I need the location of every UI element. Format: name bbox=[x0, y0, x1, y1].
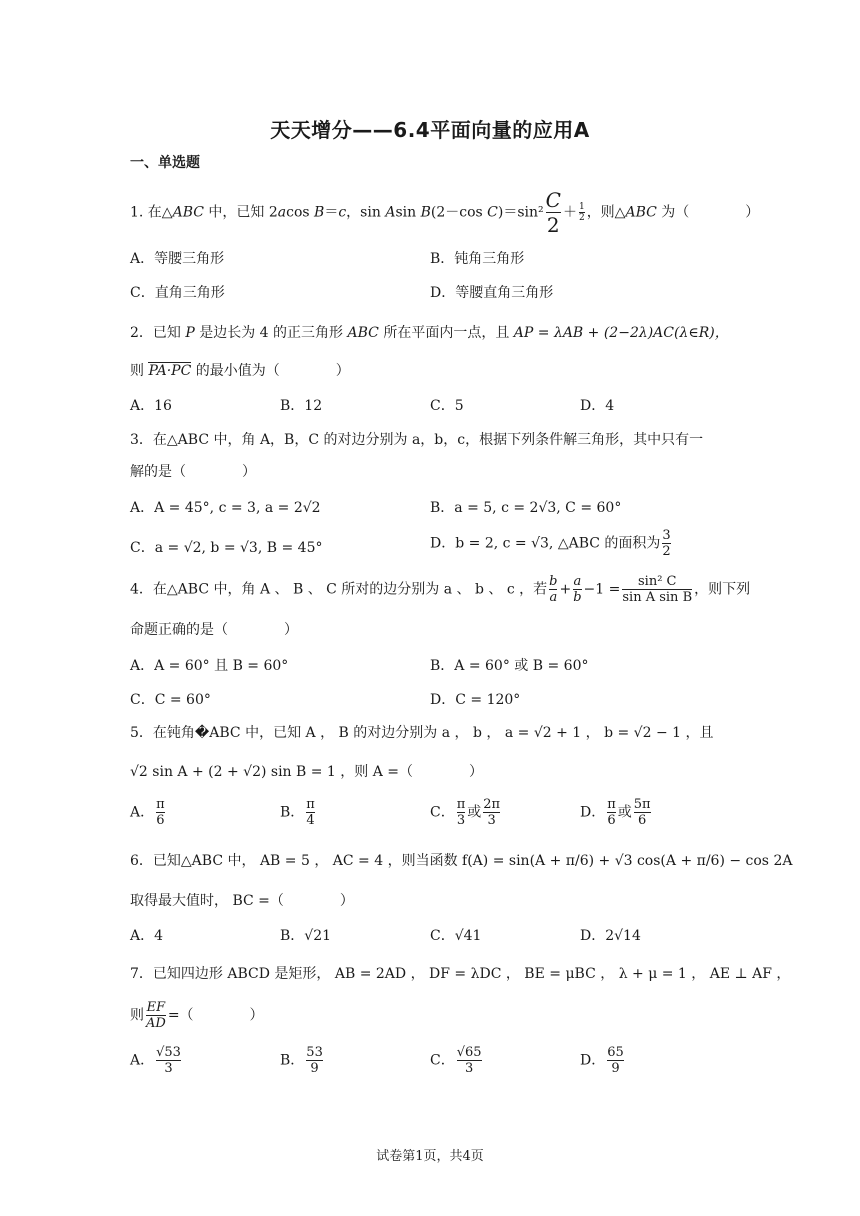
q4-text: 4．在△ABC 中，角 A 、 B 、 C 所对的边分别为 a 、 b 、 c ，若 bbox=[130, 581, 548, 598]
q4-option-c: C．C = 60° bbox=[130, 692, 211, 708]
fraction-numerator: π bbox=[456, 797, 466, 812]
q4-text: −1 = bbox=[583, 581, 621, 598]
fraction-denominator: 3 bbox=[483, 812, 500, 828]
q1-text: 为（ ） bbox=[656, 204, 760, 221]
q4-fraction-a-over-b bbox=[573, 574, 581, 605]
q5-option-b bbox=[280, 797, 317, 828]
q1-text: c bbox=[338, 204, 347, 221]
fraction-numerator: C bbox=[545, 188, 561, 212]
q7-option-a-fraction bbox=[156, 1045, 181, 1076]
q5-option-a-fraction bbox=[156, 797, 165, 828]
fraction-numerator: π bbox=[156, 797, 165, 812]
q1-text: cos bbox=[286, 204, 315, 221]
question-3-line-2: 解的是（ ） bbox=[130, 464, 256, 480]
q1-text: a bbox=[277, 204, 287, 221]
q2-option-a: A．16 bbox=[130, 398, 172, 414]
page-footer: 试卷第1页，共4页 bbox=[376, 1149, 484, 1164]
fraction-denominator: 3 bbox=[456, 813, 466, 828]
q5-option-b-fraction bbox=[306, 797, 315, 828]
q4-fraction-sin bbox=[622, 574, 692, 605]
q6-option-d: D．2√14 bbox=[580, 928, 641, 944]
fraction-numerator: 5π bbox=[633, 797, 651, 812]
fraction-numerator: EF bbox=[146, 1000, 166, 1015]
q7-option-b bbox=[280, 1045, 325, 1076]
q1-text: B bbox=[420, 204, 431, 221]
q2-text: ABC bbox=[347, 325, 379, 341]
fraction-numerator: π bbox=[607, 797, 616, 812]
fraction-denominator: 3 bbox=[156, 1060, 181, 1076]
q7-text: 则 bbox=[130, 1007, 144, 1024]
fraction-denominator: 2 bbox=[578, 213, 585, 223]
question-4-line-2: 命题正确的是（ ） bbox=[130, 622, 298, 638]
q6-option-b: B．√21 bbox=[280, 928, 332, 944]
q4-text: ，则下列 bbox=[694, 581, 751, 598]
q4-option-a: A．A = 60° 且 B = 60° bbox=[130, 658, 289, 674]
q3-option-d-fraction bbox=[662, 528, 670, 559]
q3-option-d bbox=[430, 528, 673, 559]
fraction-numerator: 2π bbox=[483, 797, 501, 812]
question-7-line-2 bbox=[130, 1000, 264, 1031]
q4-text: + bbox=[559, 581, 572, 598]
q6-option-a: A．4 bbox=[130, 928, 164, 944]
q1-text: ，则△ bbox=[586, 204, 626, 221]
q5-option-d-fraction-1 bbox=[607, 797, 616, 828]
fraction-denominator: a bbox=[549, 590, 558, 605]
question-5-line-2: √2 sin A + (2 + √2) sin B = 1 ，则 A =（ ） bbox=[130, 764, 484, 780]
q5-option-c bbox=[430, 797, 502, 828]
q2-vector-expression: AP = λAB + (2−2λ)AC(λ∈R)， bbox=[513, 325, 729, 341]
q1-text: ABC bbox=[625, 204, 657, 221]
fraction-denominator: AD bbox=[146, 1016, 166, 1031]
fraction-numerator: 65 bbox=[607, 1045, 624, 1060]
q4-option-d: D．C = 120° bbox=[430, 692, 521, 708]
q1-fraction bbox=[546, 188, 561, 237]
q1-text: 中，已知 2 bbox=[203, 204, 278, 221]
q2-dot-product: PA·PC bbox=[148, 363, 192, 379]
fraction-denominator: 2 bbox=[662, 544, 671, 559]
fraction-denominator: 6 bbox=[634, 812, 651, 828]
question-5-line-1: 5．在钝角�ABC 中，已知 A ， B 的对边分别为 a ， b ， a = √2 + 1 ， b = √2 − 1 ，且 bbox=[130, 725, 714, 741]
q5-or-text: 或 bbox=[467, 804, 482, 821]
fraction-denominator: b bbox=[573, 590, 582, 605]
q5-option-c-fraction-2 bbox=[483, 797, 500, 828]
q1-text: 1. 在△ bbox=[130, 204, 173, 221]
q1-text: )＝sin² bbox=[497, 204, 544, 221]
q1-option-d: D．等腰直角三角形 bbox=[430, 285, 554, 301]
fraction-denominator: 6 bbox=[156, 813, 165, 828]
section-heading: 一、单选题 bbox=[130, 155, 200, 171]
q1-option-c: C．直角三角形 bbox=[130, 285, 225, 301]
option-label: B． bbox=[280, 1052, 305, 1069]
q2-text: P bbox=[185, 325, 195, 341]
q4-fraction-b-over-a bbox=[549, 574, 557, 605]
fraction-denominator: 3 bbox=[457, 1060, 482, 1076]
option-label: D． bbox=[580, 804, 606, 821]
q1-option-a: A．等腰三角形 bbox=[130, 251, 225, 267]
q1-text: ，sin bbox=[346, 204, 386, 221]
q5-or-text: 或 bbox=[617, 804, 632, 821]
q7-fraction-ef-over-ad bbox=[146, 1000, 166, 1031]
q2-option-d: D．4 bbox=[580, 398, 615, 414]
fraction-denominator: 4 bbox=[306, 813, 315, 828]
fraction-numerator: √65 bbox=[456, 1045, 482, 1060]
question-1 bbox=[130, 188, 759, 237]
q3-option-b: B．a = 5, c = 2√3, C = 60° bbox=[430, 500, 622, 516]
q7-option-a bbox=[130, 1045, 183, 1076]
fraction-denominator: 9 bbox=[607, 1060, 624, 1076]
q2-text: 所在平面内一点，且 bbox=[378, 325, 514, 341]
q1-text: (2－cos bbox=[430, 204, 488, 221]
q7-option-d-fraction bbox=[607, 1045, 624, 1076]
q5-option-d bbox=[580, 797, 653, 828]
option-label: C． bbox=[430, 804, 455, 821]
fraction-numerator: b bbox=[549, 574, 558, 589]
q1-text: ABC bbox=[172, 204, 204, 221]
question-4-line-1 bbox=[130, 574, 750, 605]
fraction-numerator: √53 bbox=[156, 1045, 181, 1060]
q4-option-b: B．A = 60° 或 B = 60° bbox=[430, 658, 589, 674]
option-label: D． bbox=[580, 1052, 606, 1069]
q2-text: 2．已知 bbox=[130, 325, 186, 341]
q7-option-c-fraction bbox=[457, 1045, 482, 1076]
q3-option-d-text: D．b = 2, c = √3, △ABC 的面积为 bbox=[430, 535, 661, 552]
option-label: B． bbox=[280, 804, 305, 821]
q6-option-c: C．√41 bbox=[430, 928, 482, 944]
q1-text: ＋ bbox=[562, 204, 577, 221]
fraction-denominator: 9 bbox=[306, 1060, 323, 1076]
option-label: C． bbox=[430, 1052, 455, 1069]
q3-option-a: A．A = 45°, c = 3, a = 2√2 bbox=[130, 500, 321, 516]
fraction-numerator: 53 bbox=[306, 1045, 323, 1060]
question-6-line-2: 取得最大值时， BC =（ ） bbox=[130, 893, 354, 909]
q2-text: 则 bbox=[130, 363, 149, 379]
q5-option-c-fraction-1 bbox=[457, 797, 466, 828]
q7-option-c bbox=[430, 1045, 484, 1076]
fraction-denominator: sin A sin B bbox=[622, 590, 693, 605]
q1-text: A bbox=[385, 204, 396, 221]
question-3-line-1: 3．在△ABC 中，角 A，B，C 的对边分别为 a，b，c，根据下列条件解三角形，其中只有一 bbox=[130, 432, 704, 448]
q2-option-c: C．5 bbox=[430, 398, 464, 414]
question-7-line-1: 7．已知四边形 ABCD 是矩形， AB = 2AD ， DF = λDC ， BE = μBC ， λ + μ = 1 ， AE ⊥ AF ， bbox=[130, 966, 791, 982]
fraction-numerator: sin² C bbox=[638, 574, 677, 589]
fraction-numerator: 3 bbox=[662, 528, 671, 543]
q1-text: B bbox=[314, 204, 325, 221]
q7-option-b-fraction bbox=[306, 1045, 323, 1076]
q1-text: C bbox=[487, 204, 498, 221]
option-label: A． bbox=[130, 1052, 155, 1069]
q2-text: 是边长为 4 的正三角形 bbox=[194, 325, 348, 341]
question-6-line-1: 6．已知△ABC 中， AB = 5 ， AC = 4 ，则当函数 f(A) = sin(A + π/6) + √3 cos(A + π/6) − cos 2A bbox=[130, 853, 793, 869]
q1-text: sin bbox=[395, 204, 421, 221]
fraction-numerator: π bbox=[306, 797, 315, 812]
q7-text: =（ ） bbox=[167, 1007, 264, 1024]
question-2-line-2 bbox=[130, 360, 350, 380]
q1-option-b: B．钝角三角形 bbox=[430, 251, 525, 267]
fraction-denominator: 6 bbox=[607, 813, 616, 828]
q3-option-c: C．a = √2, b = √3, B = 45° bbox=[130, 540, 323, 556]
page-title: 天天增分——6.4平面向量的应用A bbox=[270, 118, 590, 142]
q1-half-fraction bbox=[579, 202, 585, 223]
fraction-numerator: a bbox=[573, 574, 582, 589]
q5-option-d-fraction-2 bbox=[634, 797, 651, 828]
question-2-line-1 bbox=[130, 322, 729, 342]
q7-option-d bbox=[580, 1045, 626, 1076]
q1-text: ＝ bbox=[324, 204, 339, 221]
q2-option-b: B．12 bbox=[280, 398, 323, 414]
q5-option-a bbox=[130, 797, 167, 828]
fraction-denominator: 2 bbox=[546, 213, 560, 237]
fraction-numerator: 1 bbox=[578, 202, 585, 212]
q2-text: 的最小值为（ ） bbox=[191, 363, 350, 379]
option-label: A． bbox=[130, 804, 155, 821]
